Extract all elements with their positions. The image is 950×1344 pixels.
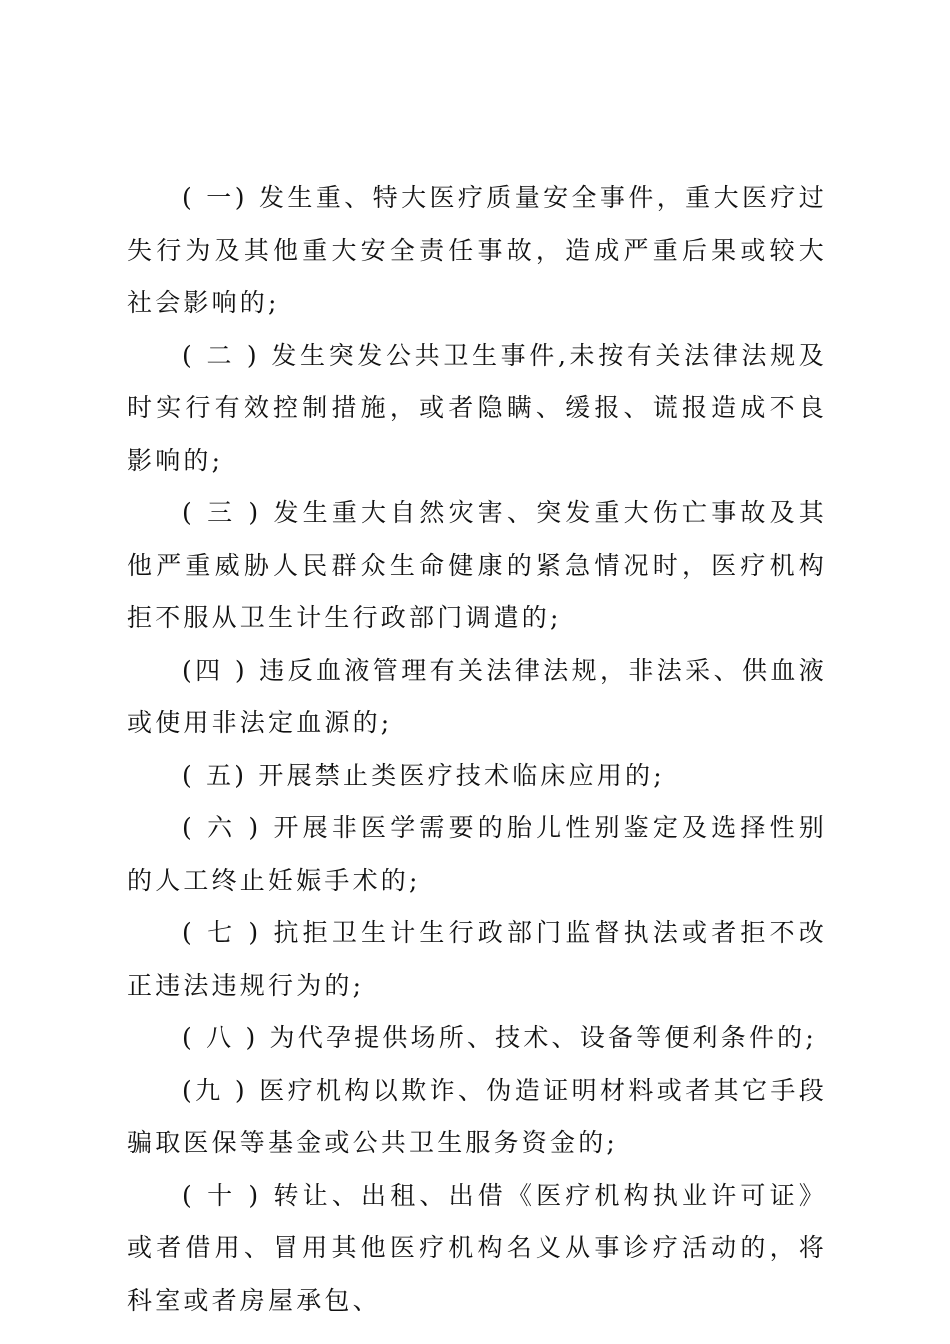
clause-item-3: ( 三 ) 发生重大自然灾害、突发重大伤亡事故及其他严重威胁人民群众生命健康的紧急情况时，医疗机构拒不服从卫生计生行政部门调遣的; (127, 498, 827, 632)
clause-item-2: ( 二 ) 发生突发公共卫生事件,未按有关法律法规及时实行有效控制措施，或者隐瞒、缓报、谎报造成不良影响的; (127, 340, 827, 475)
document-body (127, 172, 827, 1327)
clause-item-8: ( 八 ) 为代孕提供场所、技术、设备等便利条件的; (182, 1023, 817, 1052)
clause-item-5: ( 五) 开展禁止类医疗技术临床应用的; (182, 760, 665, 790)
clause-item-4: (四 ) 违反血液管理有关法律法规，非法采、供血液或使用非法定血源的; (127, 655, 827, 737)
clause-item-7: ( 七 ) 抗拒卫生计生行政部门监督执法或者拒不改正违法违规行为的; (127, 918, 827, 1000)
clause-item-1: ( 一) 发生重、特大医疗质量安全事件，重大医疗过失行为及其他重大安全责任事故，造成严重后果或较大社会影响的; (127, 183, 827, 317)
clause-item-10: ( 十 ) 转让、出租、出借《医疗机构执业许可证》或者借用、冒用其他医疗机构名义从事诊疗活动的，将科室或者房屋承包、 (127, 1180, 827, 1315)
clause-item-9: (九 ) 医疗机构以欺诈、伪造证明材料或者其它手段骗取医保等基金或公共卫生服务资金的; (127, 1075, 827, 1157)
clause-item-6: ( 六 ) 开展非医学需要的胎儿性别鉴定及选择性别的人工终止妊娠手术的; (127, 813, 827, 895)
